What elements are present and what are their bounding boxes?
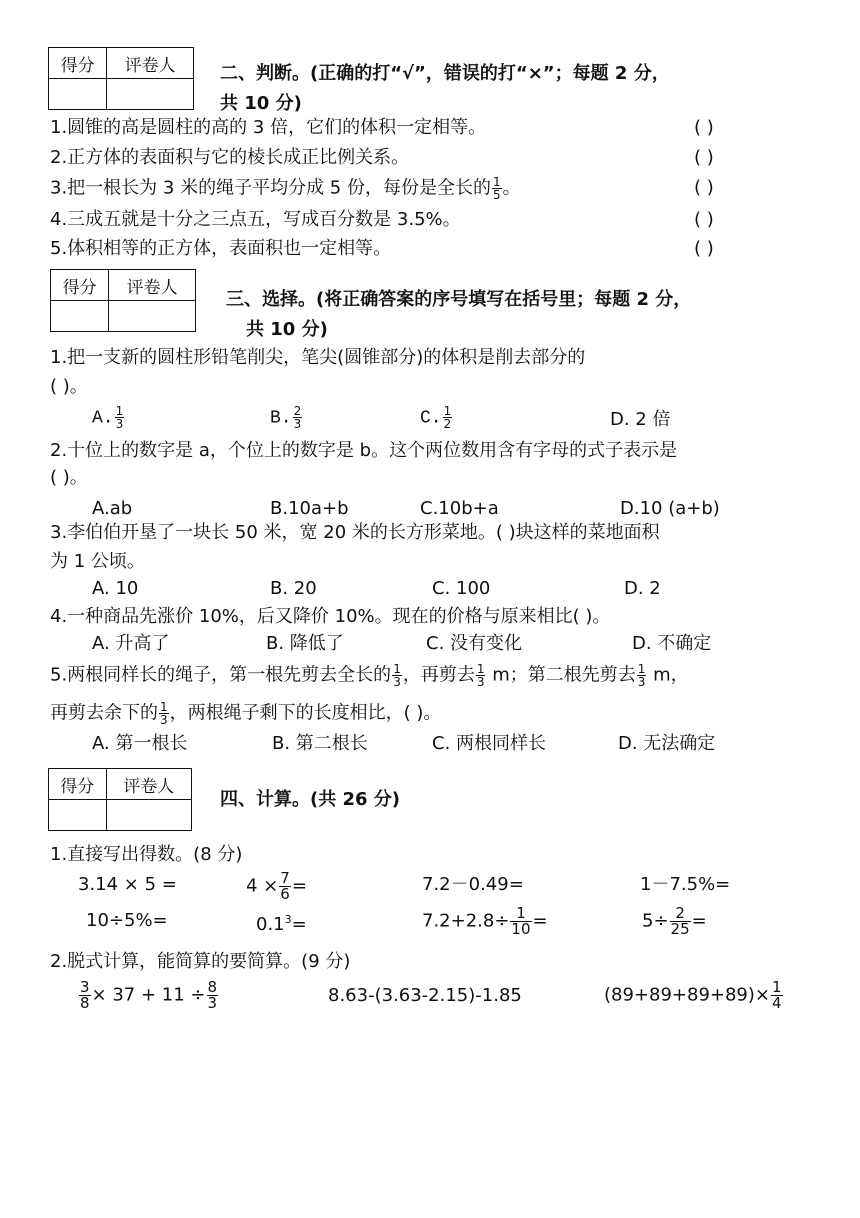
- calc-part2-title: 2.脱式计算，能简算的要简算。(9 分): [50, 951, 351, 972]
- calc-expr-8: 5÷ $\frac{2}{25}$ =: [642, 904, 707, 938]
- fraction: $\frac{1}{3}$: [115, 404, 124, 431]
- choice-q5-stem-cont: 再剪去余下的 $\frac{1}{3}$ ，两根绳子剩下的长度相比，( )。: [50, 700, 442, 727]
- choice-q2-stem: 2.十位上的数字是 a，个位上的数字是 b。这个两位数用含有字母的式子表示是: [50, 440, 678, 461]
- option-c: C.10b+a: [420, 498, 499, 519]
- option-b: B. 20: [270, 578, 317, 599]
- choice-q1-stem: 1.把一支新的圆柱形铅笔削尖，笔尖(圆锥部分)的体积是削去部分的: [50, 347, 586, 368]
- score-cell[interactable]: [51, 301, 109, 332]
- score-label: 得分: [49, 769, 107, 800]
- option-c: C. 没有变化: [426, 633, 523, 654]
- answer-bracket-1[interactable]: ( ): [694, 117, 714, 138]
- option-a: A. $\frac{1}{3}$: [92, 404, 124, 431]
- option-b: B. 第二根长: [272, 733, 368, 754]
- section3-title-cont: 共 10 分): [246, 319, 328, 340]
- option-b: B. 降低了: [266, 633, 344, 654]
- choice-q5-stem: 5.两根同样长的绳子，第一根先剪去全长的 $\frac{1}{3}$ ，再剪去 $\frac{1}{3}$ m；第二根先剪去 $\frac{1}{3}$ m，: [50, 662, 689, 689]
- calc-part1-title: 1.直接写出得数。(8 分): [50, 844, 243, 865]
- choice-q3-stem-cont: 为 1 公顷。: [50, 551, 145, 572]
- section2-title: 二、判断。(正确的打“√”，错误的打“×”；每题 2 分，: [220, 63, 670, 84]
- grader-cell[interactable]: [106, 800, 191, 831]
- fraction: $\frac{7}{6}$: [280, 869, 290, 903]
- option-b: B.10a+b: [270, 498, 349, 519]
- answer-bracket-5[interactable]: ( ): [694, 238, 714, 259]
- fraction: $\frac{8}{3}$: [207, 978, 218, 1012]
- answer-bracket-3[interactable]: ( ): [694, 177, 714, 198]
- option-c: C. 100: [432, 578, 491, 599]
- option-a: A. 10: [92, 578, 139, 599]
- grader-label: 评卷人: [109, 270, 196, 301]
- calc-step-expr-3: (89+89+89+89)× $\frac{1}{4}$: [604, 978, 782, 1012]
- section2-title-cont: 共 10 分): [220, 93, 302, 114]
- option-d: D. 无法确定: [618, 733, 716, 754]
- option-d: D. 2: [624, 578, 661, 599]
- calc-step-expr-1: $\frac{3}{8}$ × 37 + 11 ÷ $\frac{8}{3}$: [80, 978, 218, 1012]
- fraction: $\frac{2}{25}$: [670, 904, 690, 938]
- option-d: D.10 (a+b): [620, 498, 720, 519]
- option-b: B. $\frac{2}{3}$: [270, 404, 302, 431]
- grader-cell[interactable]: [109, 301, 196, 332]
- fraction: $\frac{1}{10}$: [511, 904, 531, 938]
- option-a: A. 第一根长: [92, 733, 188, 754]
- fraction: $\frac{1}{3}$: [637, 662, 646, 689]
- score-box-section2: [48, 47, 194, 110]
- calc-expr-7: 7.2+2.8÷ $\frac{1}{10}$ =: [422, 904, 548, 938]
- fraction: $\frac{1}{3}$: [160, 700, 168, 727]
- score-box-section4: [48, 768, 192, 831]
- fraction: $\frac{1}{4}$: [772, 978, 782, 1012]
- choice-q1-answer[interactable]: ( )。: [50, 376, 88, 397]
- calc-expr-5: 10÷5%=: [86, 910, 168, 931]
- judge-item-5: 5.体积相等的正方体，表面积也一定相等。: [50, 238, 392, 259]
- score-cell[interactable]: [49, 800, 107, 831]
- option-a: A. 升高了: [92, 633, 170, 654]
- fraction: $\frac{3}{8}$: [80, 978, 90, 1012]
- choice-q2-answer[interactable]: ( )。: [50, 467, 88, 488]
- score-cell[interactable]: [49, 79, 107, 110]
- option-c: C. 两根同样长: [432, 733, 547, 754]
- judge-item-3-text: 3.把一根长为 3 米的绳子平均分成 5 份，每份是全长的: [50, 177, 491, 199]
- calc-expr-4: 1－7.5%=: [640, 874, 731, 895]
- option-d: D. 不确定: [632, 633, 712, 654]
- judge-item-2: 2.正方体的表面积与它的棱长成正比例关系。: [50, 147, 410, 168]
- judge-item-3: 3.把一根长为 3 米的绳子平均分成 5 份，每份是全长的 $\frac{1}{5}$ 。: [50, 175, 521, 202]
- answer-bracket-4[interactable]: ( ): [694, 209, 714, 230]
- judge-item-1: 1.圆锥的高是圆柱的高的 3 倍，它们的体积一定相等。: [50, 117, 487, 138]
- choice-q3-stem: 3.李伯伯开垦了一块长 50 米，宽 20 米的长方形菜地。( )块这样的菜地面积: [50, 522, 660, 543]
- choice-q4-stem: 4.一种商品先涨价 10%，后又降价 10%。现在的价格与原来相比( )。: [50, 606, 611, 627]
- calc-expr-3: 7.2－0.49=: [422, 874, 524, 895]
- score-label: 得分: [49, 48, 107, 79]
- option-c: C. $\frac{1}{2}$: [420, 404, 452, 431]
- calc-expr-2: 4 × $\frac{7}{6}$ =: [246, 869, 307, 903]
- answer-bracket-2[interactable]: ( ): [694, 147, 714, 168]
- option-a: A.ab: [92, 498, 133, 519]
- section4-title: 四、计算。(共 26 分): [220, 789, 401, 810]
- score-label: 得分: [51, 270, 109, 301]
- section3-title: 三、选择。(将正确答案的序号填写在括号里；每题 2 分，: [226, 289, 692, 310]
- fraction: $\frac{1}{2}$: [443, 404, 452, 431]
- grader-label: 评卷人: [107, 48, 194, 79]
- calc-step-expr-2: 8.63-(3.63-2.15)-1.85: [328, 985, 522, 1006]
- calc-expr-1: 3.14 × 5 =: [78, 874, 177, 895]
- fraction: $\frac{1}{5}$: [492, 175, 501, 202]
- grader-label: 评卷人: [106, 769, 191, 800]
- fraction: $\frac{1}{3}$: [393, 662, 401, 689]
- option-d: D. 2 倍: [610, 409, 671, 430]
- grader-cell[interactable]: [107, 79, 194, 110]
- fraction: $\frac{2}{3}$: [293, 404, 302, 431]
- score-box-section3: [50, 269, 196, 332]
- judge-item-4: 4.三成五就是十分之三点五，写成百分数是 3.5%。: [50, 209, 461, 230]
- fraction: $\frac{1}{3}$: [476, 662, 485, 689]
- calc-expr-6: $0.1^3=$: [256, 913, 307, 935]
